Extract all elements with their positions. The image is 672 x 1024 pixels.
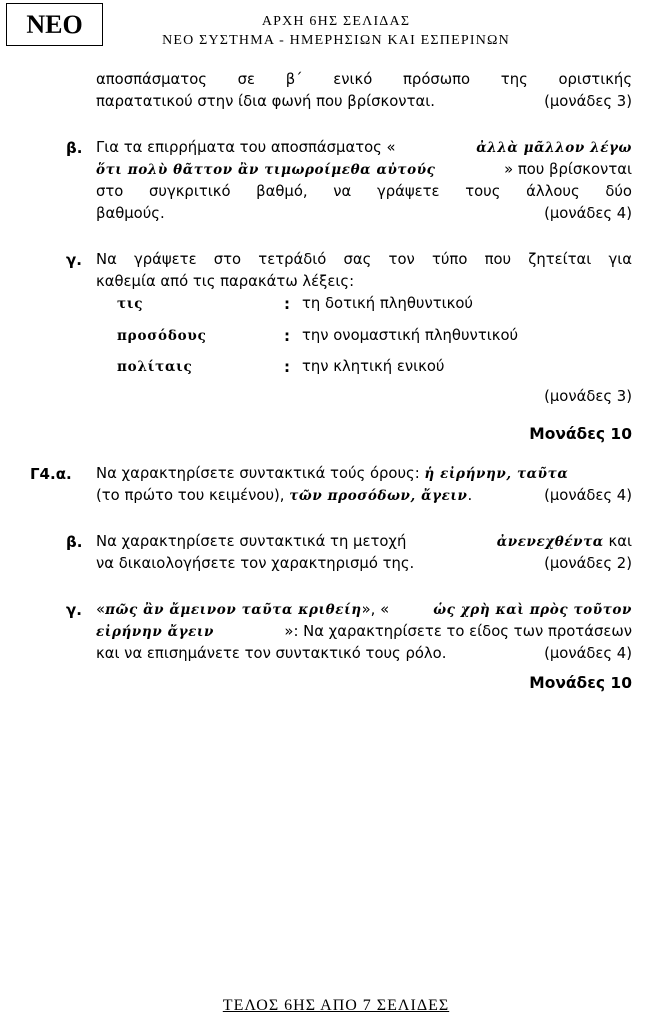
total-marks-1: Μονάδες 10 xyxy=(529,425,632,443)
q-b-marks: (μονάδες 4) xyxy=(544,205,632,222)
g4a-line-1 xyxy=(96,463,632,485)
q-b-label: β. xyxy=(66,139,83,157)
g4b-text: Να χαρακτηρίσετε συντακτικά τη μετοχή xyxy=(96,533,407,550)
item-word: πολίταις xyxy=(117,359,193,375)
cont-marks: (μονάδες 3) xyxy=(544,93,632,110)
total-marks-2: Μονάδες 10 xyxy=(529,674,632,692)
q-g-label: γ. xyxy=(66,251,82,269)
g4c-label: γ. xyxy=(66,601,82,619)
g4b-text-2: και xyxy=(603,533,632,550)
item-word: προσόδους xyxy=(117,328,207,344)
q-b-intro: Για τα επιρρήματα του αποσπάσματος « xyxy=(96,139,396,156)
g4c-line-2-text: »: Να χαρακτηρίσετε το είδος των προτάσεων xyxy=(284,623,632,640)
g4b-line-1 xyxy=(96,531,632,553)
g4c-line-2 xyxy=(96,621,632,643)
q-b-greek-1: ἀλλὰ μᾶλλον λέγω xyxy=(476,140,632,156)
g4b-line-2-text: να δικαιολογήσετε τον χαρακτηρισμό της. xyxy=(96,555,415,572)
q-b-line-4 xyxy=(96,203,632,225)
item-word: τις xyxy=(117,296,144,312)
item-colon: : xyxy=(284,327,290,345)
g4c-line-1-left xyxy=(96,599,389,621)
g4a-dot: . xyxy=(467,487,473,504)
page-footer xyxy=(0,997,672,1015)
g4a-text: Να χαρακτηρίσετε συντακτικά τούς όρους: xyxy=(96,465,425,482)
g4c-line-3-text: και να επισημάνετε τον συντακτικό τους ρόλο. xyxy=(96,645,447,662)
g4a-greek-2: τῶν προσόδων, ἄγειν xyxy=(289,488,468,504)
g4b-greek: ἀνενεχθέντα xyxy=(496,534,604,550)
q-b-greek-2: ὅτι πολὺ θᾶττον ἂν τιμωροίμεθα αὐτούς xyxy=(96,162,436,178)
q-g-marks: (μονάδες 3) xyxy=(544,388,632,405)
g4a-line-2-left xyxy=(96,485,472,507)
item-form: την ονομαστική πληθυντικού xyxy=(302,327,519,344)
q-g-line-1: Να γράψετε στο τετράδιό σας τον τύπο που ζητείται για xyxy=(96,251,632,268)
header-page-start: ΑΡΧΗ 6ΗΣ ΣΕΛΙΔΑΣ xyxy=(261,14,411,29)
q-b-line-3: στο συγκριτικό βαθμό, να γράψετε τους άλλους δύο xyxy=(96,183,632,200)
g4b-label: β. xyxy=(66,533,83,551)
g4b-marks: (μονάδες 2) xyxy=(544,555,632,572)
item-form: την κλητική ενικού xyxy=(302,358,445,375)
cont-text: παρατατικού στην ίδια φωνή που βρίσκονται. xyxy=(96,93,435,110)
cont-line-2 xyxy=(96,91,632,113)
g4a-label: Γ4.α. xyxy=(30,465,72,483)
q-g-line-2: καθεμία από τις παρακάτω λέξεις: xyxy=(96,273,355,290)
g4b-line-2 xyxy=(96,553,632,575)
q-b-line-1 xyxy=(96,137,632,159)
q-b-line-2-text: » που βρίσκονται xyxy=(504,161,632,178)
g4c-greek-1: πῶς ἂν ἄμεινον ταῦτα κριθείη xyxy=(105,602,362,618)
q-b-line-2 xyxy=(96,159,632,181)
g4a-marks: (μονάδες 4) xyxy=(544,487,632,504)
g4a-line-2 xyxy=(96,485,632,507)
item-colon: : xyxy=(284,295,290,313)
g4c-greek-3: εἰρήνην ἄγειν xyxy=(96,624,214,640)
g4c-greek-2: ὡς χρὴ καὶ πρὸς τοῦτον xyxy=(433,602,632,618)
g4c-line-3 xyxy=(96,643,632,665)
item-form: τη δοτική πληθυντικού xyxy=(302,295,473,312)
g4c-line-1 xyxy=(96,599,632,621)
cont-line-1: αποσπάσματος σε β΄ ενικό πρόσωπο της οριστικής xyxy=(96,71,632,88)
g4c-marks: (μονάδες 4) xyxy=(544,645,632,662)
g4a-text-2: (το πρώτο του κειμένου), xyxy=(96,487,290,504)
q-b-line-4-text: βαθμούς. xyxy=(96,205,165,222)
neo-badge: ΝΕΟ xyxy=(6,3,103,46)
header-system: ΝΕΟ ΣΥΣΤΗΜΑ - ΗΜΕΡΗΣΙΩΝ ΚΑΙ ΕΣΠΕΡΙΝΩΝ xyxy=(162,33,510,48)
g4a-greek-1: ἡ εἰρήνην, ταῦτα xyxy=(424,466,569,482)
g4c-sep: », « xyxy=(361,601,390,618)
footer-text: ΤΕΛΟΣ 6ΗΣ ΑΠΟ 7 ΣΕΛΙΔΕΣ xyxy=(222,997,450,1014)
g4b-line-1-right xyxy=(497,531,632,553)
g4c-quote: « xyxy=(96,601,106,618)
item-colon: : xyxy=(284,358,290,376)
